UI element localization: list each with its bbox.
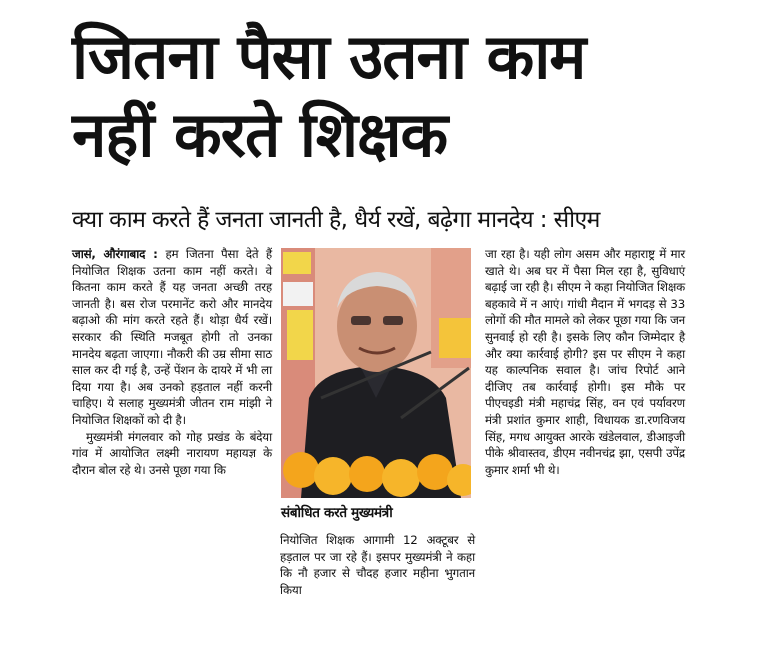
article-paragraph-1-text: हम जितना पैसा देते हैं नियोजित शिक्षक उतना काम नहीं करते। वे कितना काम करते हैं यह जनता अच्छी तरह जानती है। बस रोज परमानेंट करो और मानदेय बढ़ाओ की मांग करते रहते हैं। थोड़ा धैर्य रखें। सरकार की स्थिति मजबूत होगी तो उनका मानदेय बढ़ता जाएगा। नौकरी की उम्र सीमा साठ साल कर दी गई है, उन्हें पेंशन के दायरे में भी ला दिया गया है। अब उनको हड़ताल नहीं करनी चाहिए। ये सलाह मुख्यमंत्री जीतन राम मांझी ने नियोजित शिक्षकों को दी है।	[72, 247, 272, 427]
headline	[72, 18, 752, 174]
article-paragraph-2: मुख्यमंत्री मंगलवार को गोह प्रखंड के बंदेया गांव में आयोजित लक्ष्मी नारायण महायज्ञ के दौरान बोल रहे थे। उनसे पूछा गया कि	[72, 429, 272, 477]
article-column-2-text: नियोजित शिक्षक आगामी 12 अक्टूबर से हड़ताल पर जा रहे हैं। इसपर मुख्यमंत्री ने कहा कि नौ हजार से चौदह हजार महीना भुगतान किया	[280, 533, 475, 597]
article-column-3	[485, 246, 685, 478]
headline-line-1: जितना पैसा उतना काम	[72, 20, 586, 93]
photo-of-chief-minister-speaking-icon	[281, 248, 471, 498]
subheadline: क्या काम करते हैं जनता जानती है, धैर्य रखें, बढ़ेगा मानदेय : सीएम	[72, 207, 600, 233]
article-column-3-text: जा रहा है। यही लोग असम और महाराष्ट्र में मार खाते थे। अब घर में पैसा मिल रहा है, सुविधाएं बढ़ाई जा रही है। सीएम ने कहा नियोजित शिक्षक बहकावे में न आएं। गांधी मैदान में भगदड़ से 33 लोगों की मौत मामले को लेकर पूछा गया कि जन सुनवाई हो रही है। इसके लिए कौन जिम्मेदार है और क्या कार्रवाई होगी? इस पर सीएम ने कहा यह काल्पनिक सवाल है। जांच रिपोर्ट आने दीजिए तब कार्रवाई होगी। इस मौके पर पीएचइडी मंत्री महाचंद्र सिंह, वन एवं पर्यावरण मंत्री प्रशांत कुमार शाही, विधायक डा.रणविजय सिंह, मगध आयुक्त आरके खंडेलवाल, डीआइजी पीके श्रीवास्तव, डीएम नवीनचंद्र झा, एसपी उपेंद्र कुमार शर्मा भी थे।	[485, 247, 685, 477]
dateline: जासं, औरंगाबाद :	[72, 247, 166, 261]
news-photo	[281, 248, 471, 498]
article-column-2	[280, 532, 475, 598]
article-column-1	[72, 246, 272, 478]
headline-line-2: नहीं करते शिक्षक	[72, 98, 448, 171]
article-paragraph-1	[72, 246, 272, 429]
photo-caption: संबोधित करते मुख्यमंत्री	[281, 505, 393, 521]
